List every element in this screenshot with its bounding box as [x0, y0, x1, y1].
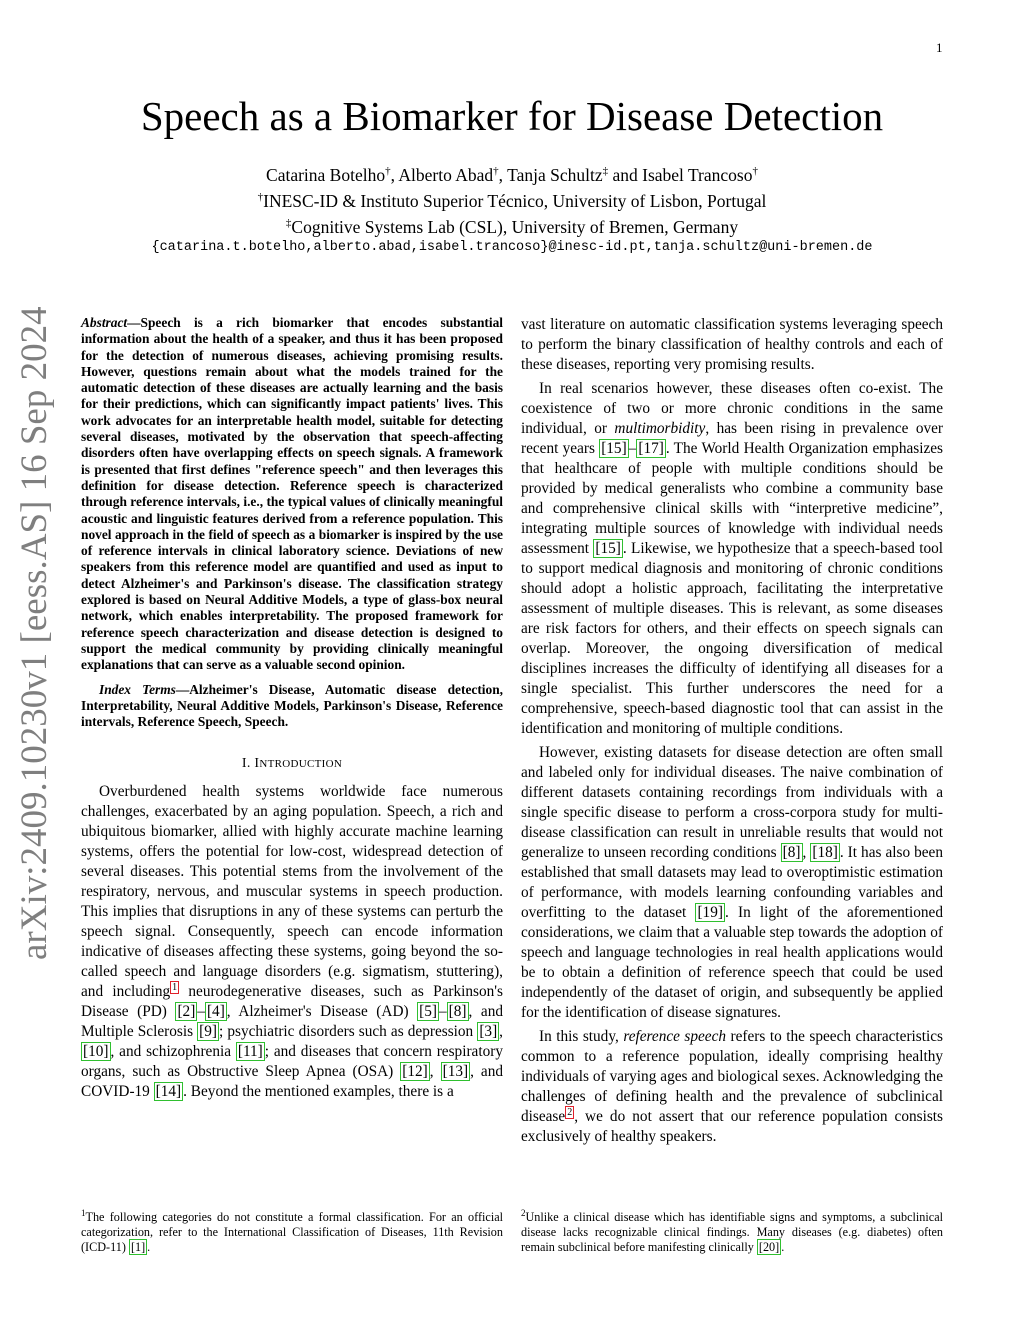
- page-number: 1: [936, 40, 943, 55]
- author-names: Catarina Botelho†, Alberto Abad†, Tanja Schultz‡ and Isabel Trancoso†: [266, 164, 758, 185]
- section-heading-introduction: I. Introduction: [241, 755, 343, 772]
- citation-link[interactable]: [1]: [130, 1240, 146, 1255]
- author-name: Alberto Abad: [398, 164, 494, 185]
- citation-link[interactable]: [11]: [237, 1043, 263, 1061]
- index-terms: Index Terms—Alzheimer's Disease, Automatic disease detection, Interpretability, Neural Additive Models, Parkinson's Disease, Reference intervals, Reference Speech, Speech.: [81, 681, 503, 730]
- citation-link[interactable]: [14]: [155, 1083, 182, 1101]
- citation-link[interactable]: [17]: [638, 440, 664, 457]
- author-name: Tanja Schultz: [507, 164, 603, 185]
- author-emails: {catarina.t.botelho,alberto.abad,isabel.trancoso}@inesc-id.pt,tanja.schultz@uni-bremen.de: [151, 240, 873, 256]
- citation-link[interactable]: [12]: [402, 1063, 428, 1081]
- abstract: Abstract—Speech is a rich biomarker that encodes substantial information about the health of a speaker, and thus it has been proposed for the detection of numerous diseases, achieving promising results. However, questions remain about what the models trained for the automatic detection of these diseases are actually learning and the basis for their predictions, which can significantly impact patients' lives. This work advocates for an interpretable health model, suitable for detecting several diseases, motivated by the observation that speech-affecting disorders often have overlapping effects on speech signals. A framework is presented that first defines "reference speech" and then leverages this definition for disease detection. Reference speech is characterized through reference intervals, i.e., the typical values of clinically meaningful acoustic and linguistic features derived from a reference population. This novel approach in the field of speech as a biomarker is inspired by the use of reference intervals in clinical laboratory science. Deviations of new speakers from this reference model are quantified and used as input to detect Alzheimer's and Parkinson's disease. The classification strategy explored is based on Neural Additive Models, a type of glass-box neural network, which enables interpretability. The proposed framework for reference speech characterization and disease detection is designed to support the medical community by providing clinically meaningful explanations that can serve as a valuable second opinion.: [81, 315, 503, 673]
- footnote-2: $^2$Unlike a clinical disease which has identifiable signs and symptoms, a subclinical disease lacks recognizable clinical findings. Many diseases (e.g. diabetes) often remain subclinical before manifesting clinically [20] .: [521, 1208, 943, 1255]
- citation-link[interactable]: [5]: [419, 1003, 438, 1021]
- author-name: Isabel Trancoso: [642, 164, 753, 185]
- right-column: [521, 315, 943, 1151]
- citation-link[interactable]: [8]: [448, 1003, 467, 1021]
- citation-link[interactable]: [10]: [83, 1043, 109, 1061]
- index-terms-label: Index Terms: [99, 681, 176, 697]
- footnote-link[interactable]: 2: [567, 1106, 573, 1118]
- index-terms-text: Alzheimer's Disease, Automatic disease detection, Interpretability, Neural Additive Models, Parkinson's Disease, Reference intervals, Reference Speech, Speech.: [81, 681, 503, 730]
- intro-paragraph: Overburdened health systems worldwide face numerous challenges, exacerbated by an aging population. Speech, a rich and ubiquitous biomarker, allied with highly accurate machine learning systems, offers the potential for low-cost, widespread detection of several diseases. This potential stems from the involvement of the respiratory, nervous, and muscular systems in speech production. This implies that disruptions in any of these systems can perturb the speech signal. Consequently, speech can encode information indicative of diseases affecting these systems, going beyond the so-called speech and language disorders (e.g. sigmatism, stuttering), and including $^1$ neurodegenerative diseases, such as Parkinson's Disease (PD) [2] – [4] , Alzheimer's Disease (AD) [5] – [8] , and Multiple Sclerosis [9] ; psychiatric disorders such as depression [3] , [10] , and schizophrenia [11] ; and diseases that concern respiratory organs, such as Obstructive Sleep Apnea (OSA) [12] , [13] , and COVID-19 [14] . Beyond the mentioned examples, there is a: [81, 783, 503, 1101]
- affil-mark: †: [752, 165, 758, 177]
- footnote-link[interactable]: 1: [172, 982, 178, 994]
- affiliation-1: †INESC-ID & Instituto Superior Técnico, University of Lisbon, Portugal: [257, 190, 767, 211]
- citation-link[interactable]: [8]: [782, 844, 801, 861]
- citation-link[interactable]: [13]: [442, 1063, 469, 1081]
- citation-link[interactable]: [20]: [758, 1240, 780, 1255]
- author-name: Catarina Botelho: [266, 164, 386, 185]
- left-column: [81, 315, 503, 1106]
- body-paragraph: However, existing datasets for disease detection are often small and labeled only for individual diseases. The naive combination of different datasets containing recordings from individuals with a single specific disease to perform a cross-corpora study for multi-disease classification can result in unreliable results that would not generalize to unseen recording conditions [8] , [18] . It has also been established that small datasets may lead to overoptimistic estimation of performance, with models learning confounding variables and overfitting to the dataset [19] . In light of the aforementioned considerations, we claim that a valuable step towards the adoption of speech and language technologies in real health applications would be to obtain a definition of reference speech that could be used independently of the dataset of origin, and subsequently be applied for the identification of disease signatures.: [521, 744, 943, 1021]
- author-block: [0, 160, 1024, 259]
- affil-mark: †: [385, 165, 391, 177]
- abstract-text: Speech is a rich biomarker that encodes substantial information about the health of a speaker, and thus it has been proposed for the detection of numerous diseases, achieving promising results. However, questions remain about what the models trained for the automatic detection of these diseases are actually learning and the basis for their predictions, which can significantly impact patients' lives. This work advocates for an interpretable health model, suitable for detecting several diseases, motivated by the observation that speech-affecting disorders often have overlapping effects on speech signals. A framework is presented that first defines "reference speech" and then leverages this definition for disease detection. Reference speech is characterized through reference intervals, i.e., the typical values of clinically meaningful acoustic and linguistic features derived from a reference population. This novel approach in the field of speech as a biomarker is inspired by the use of reference intervals in clinical laboratory science. Deviations of new speakers from this reference model are quantified and used as input to detect Alzheimer's and Parkinson's disease. The classification strategy explored is based on Neural Additive Models, a type of glass-box neural network, which enables interpretability. The proposed framework for reference speech characterization and disease detection is designed to support the medical community by providing clinically meaningful explanations that can serve as a valuable second opinion.: [81, 315, 503, 673]
- body-paragraph: In real scenarios however, these diseases often co-exist. The coexistence of two or more chronic conditions in the same individual, or multimorbidity, has been rising in prevalence over recent years [15] – [17] . The World Health Organization emphasizes that healthcare of people with multiple conditions should be provided by medical generalists who combine a community base and comprehensive clinical skills with “interpretive medicine”, integrating multiple sources of knowledge with individual needs assessment [15] . Likewise, we hypothesize that a speech-based tool to support medical diagnosis and monitoring of chronic conditions should adopt a holistic approach, facilitating the interpretative assessment of multiple diseases. This is relevant, as some diseases are risk factors for others, and their effects on speech signals can overlap. Moreover, the ongoing diversification of medical disciplines increases the difficulty of identifying all diseases for a single specialist. This further underscores the need for a comprehensive, speech-based diagnostic tool that can assist in the identification and monitoring of multiple conditions.: [521, 380, 943, 737]
- affil-mark: †: [493, 165, 499, 177]
- abstract-label: Abstract: [81, 315, 128, 330]
- citation-link[interactable]: [18]: [812, 844, 838, 861]
- citation-link[interactable]: [19]: [697, 904, 723, 921]
- citation-link[interactable]: [2]: [177, 1003, 196, 1021]
- citation-link[interactable]: [4]: [206, 1003, 225, 1021]
- affiliation-2: ‡Cognitive Systems Lab (CSL), University of Bremen, Germany: [285, 216, 739, 237]
- citation-link[interactable]: [9]: [199, 1023, 217, 1041]
- body-paragraph: vast literature on automatic classification systems leveraging speech to perform the binary classification of healthy controls and each of these diseases, reporting very promising results.: [521, 316, 943, 373]
- citation-link[interactable]: [15]: [601, 440, 627, 457]
- arxiv-watermark: arXiv:2409.10230v1 [eess.AS] 16 Sep 2024: [14, 306, 55, 960]
- affil-mark: ‡: [602, 165, 609, 177]
- footnote-1: $^1$The following categories do not constitute a formal classification. For an official categorization, refer to the International Classification of Diseases, 11th Revision (ICD-11) [1] .: [81, 1208, 503, 1255]
- paper-title: Speech as a Biomarker for Disease Detection: [140, 93, 884, 139]
- citation-link[interactable]: [3]: [479, 1023, 498, 1041]
- citation-link[interactable]: [15]: [595, 540, 621, 557]
- body-paragraph: In this study, reference speech refers to the speech characteristics common to a reference population, ideally comprising healthy individuals of varying ages and biological sexes. Acknowledging the challenges of defining health and the prevalence of subclinical disease $^2$ , we do not assert that our reference population consists exclusively of healthy speakers.: [521, 1028, 944, 1145]
